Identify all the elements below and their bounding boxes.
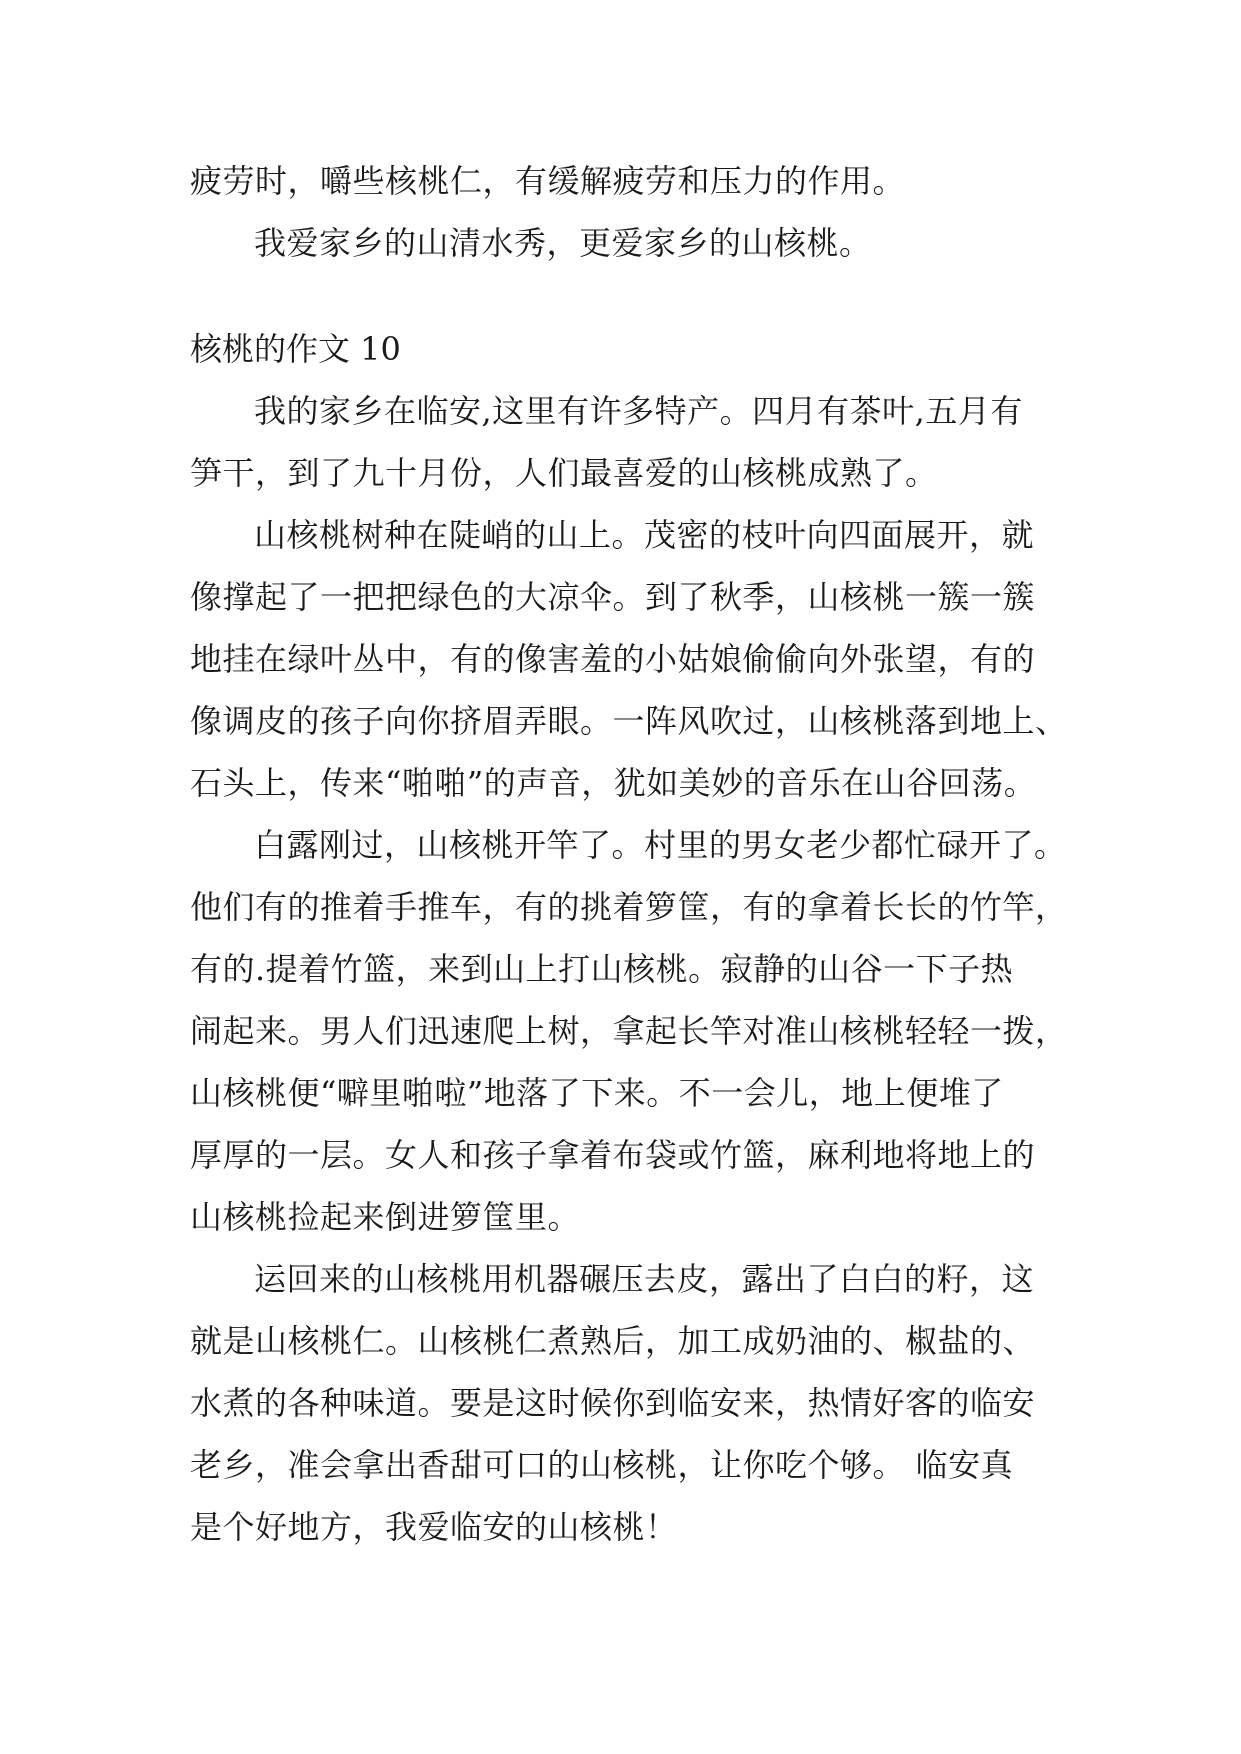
paragraph-line: 山核桃捡起来倒进箩筐里。 bbox=[190, 1198, 581, 1236]
paragraph-line: 水煮的各种味道。要是这时候你到临安来，热情好客的临安 bbox=[190, 1384, 1036, 1422]
paragraph-line: 像调皮的孩子向你挤眉弄眼。一阵风吹过，山核桃落到地上、 bbox=[190, 702, 1068, 740]
paragraph-line: 运回来的山核桃用机器碾压去皮，露出了白白的籽，这 bbox=[254, 1260, 1035, 1298]
paragraph-4 bbox=[190, 1260, 1050, 1570]
intro-line-2: 我爱家乡的山清水秀，更爱家乡的山核桃。 bbox=[254, 224, 872, 262]
paragraph-line: 有的.提着竹篮，来到山上打山核桃。寂静的山谷一下子热 bbox=[190, 950, 1014, 988]
paragraph-line: 像撑起了一把把绿色的大凉伞。到了秋季，山核桃一簇一簇 bbox=[190, 578, 1036, 616]
paragraph-line: 地挂在绿叶丛中，有的像害羞的小姑娘偷偷向外张望，有的 bbox=[190, 640, 1036, 678]
paragraph-line: 厚厚的一层。女人和孩子拿着布袋或竹篮，麻利地将地上的 bbox=[190, 1136, 1036, 1174]
paragraph-line: 白露刚过，山核桃开竿了。村里的男女老少都忙碌开了。 bbox=[254, 826, 1067, 864]
paragraph-line: 笋干，到了九十月份，人们最喜爱的山核桃成熟了。 bbox=[190, 454, 938, 492]
paragraph-line: 我的家乡在临安,这里有许多特产。四月有茶叶,五月有 bbox=[254, 392, 1023, 430]
paragraph-line: 是个好地方，我爱临安的山核桃！ bbox=[190, 1508, 678, 1546]
paragraph-1 bbox=[190, 392, 1050, 516]
section-gap bbox=[190, 286, 1050, 330]
paragraph-line: 石头上，传来“啪啪”的声音，犹如美妙的音乐在山谷回荡。 bbox=[190, 764, 1037, 802]
paragraph-line: 老乡，准会拿出香甜可口的山核桃，让你吃个够。 临安真 bbox=[190, 1446, 1014, 1484]
paragraph-line: 他们有的推着手推车，有的挑着箩筐，有的拿着长长的竹竿， bbox=[190, 888, 1068, 926]
paragraph-3 bbox=[190, 826, 1068, 1260]
paragraph-line: 山核桃树种在陡峭的山上。茂密的枝叶向四面展开，就 bbox=[254, 516, 1035, 554]
paragraph-2 bbox=[190, 516, 1068, 826]
document-page bbox=[190, 162, 1068, 1570]
intro-line-1: 疲劳时，嚼些核桃仁，有缓解疲劳和压力的作用。 bbox=[190, 162, 906, 200]
paragraph-line: 就是山核桃仁。山核桃仁煮熟后，加工成奶油的、椒盐的、 bbox=[190, 1322, 1036, 1360]
paragraph-line: 闹起来。男人们迅速爬上树，拿起长竿对准山核桃轻轻一拨， bbox=[190, 1012, 1068, 1050]
section-title: 核桃的作文 10 bbox=[190, 330, 401, 368]
paragraph-line: 山核桃便“噼里啪啦”地落了下来。不一会儿，地上便堆了 bbox=[190, 1074, 1004, 1112]
